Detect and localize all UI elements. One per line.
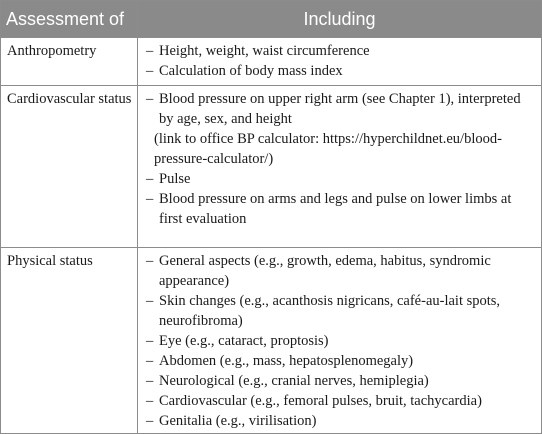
- item-text: Calculation of body mass index: [159, 63, 343, 79]
- row-divider: [1, 85, 541, 86]
- list-item: [146, 129, 538, 169]
- dash-marker: –: [146, 171, 154, 187]
- list-item: [146, 169, 538, 189]
- list-item: [146, 89, 538, 129]
- list-item: [146, 391, 538, 411]
- dash-marker: –: [146, 191, 154, 207]
- dash-marker: –: [146, 333, 154, 349]
- dash-marker: –: [146, 413, 154, 429]
- item-text: Blood pressure on arms and legs and pulse on lower limbs at first evaluation: [159, 191, 512, 227]
- physical-status-items: [146, 251, 538, 431]
- item-text: Neurological (e.g., cranial nerves, hemiplegia): [159, 373, 429, 389]
- column-divider: [137, 1, 138, 433]
- item-text: Cardiovascular (e.g., femoral pulses, bruit, tachycardia): [159, 393, 482, 409]
- row-label-anthropometry: Anthropometry: [7, 43, 97, 59]
- dash-marker: –: [146, 91, 154, 107]
- item-text: Blood pressure on upper right arm (see Chapter 1), interpreted by age, sex, and height: [159, 91, 521, 127]
- list-item: [146, 351, 538, 371]
- list-item: [146, 41, 538, 61]
- item-text: Pulse: [159, 171, 191, 187]
- list-item: [146, 411, 538, 431]
- row-label-physical-status: Physical status: [7, 253, 93, 269]
- row-divider: [1, 37, 541, 38]
- row-divider: [1, 247, 541, 248]
- item-text: (link to office BP calculator: https://hyperchildnet.eu/blood-pressure-calculator/): [154, 131, 502, 167]
- dash-marker: –: [146, 43, 154, 59]
- header-including: Including: [303, 9, 376, 29]
- anthropometry-items: [146, 41, 538, 81]
- item-text: Skin changes (e.g., acanthosis nigricans, café-au-lait spots, neurofibroma): [159, 293, 501, 329]
- dash-marker: –: [146, 253, 154, 269]
- cardiovascular-items: [146, 89, 538, 229]
- list-item: [146, 189, 538, 229]
- dash-marker: –: [146, 63, 154, 79]
- item-text: Abdomen (e.g., mass, hepatosplenomegaly): [159, 353, 414, 369]
- list-item: [146, 251, 538, 291]
- list-item: [146, 61, 538, 81]
- item-text: Genitalia (e.g., virilisation): [159, 413, 317, 429]
- item-text: Eye (e.g., cataract, proptosis): [159, 333, 329, 349]
- dash-marker: –: [146, 293, 154, 309]
- table-header-row: [1, 1, 541, 37]
- item-text: Height, weight, waist circumference: [159, 43, 370, 59]
- dash-marker: –: [146, 373, 154, 389]
- list-item: [146, 371, 538, 391]
- dash-marker: –: [146, 353, 154, 369]
- header-assessment-of: Assessment of: [6, 9, 125, 29]
- row-label-cardiovascular-status: Cardiovascular status: [7, 91, 132, 107]
- list-item: [146, 291, 538, 331]
- list-item: [146, 331, 538, 351]
- item-text: General aspects (e.g., growth, edema, habitus, syndromic appearance): [159, 253, 491, 289]
- dash-marker: –: [146, 393, 154, 409]
